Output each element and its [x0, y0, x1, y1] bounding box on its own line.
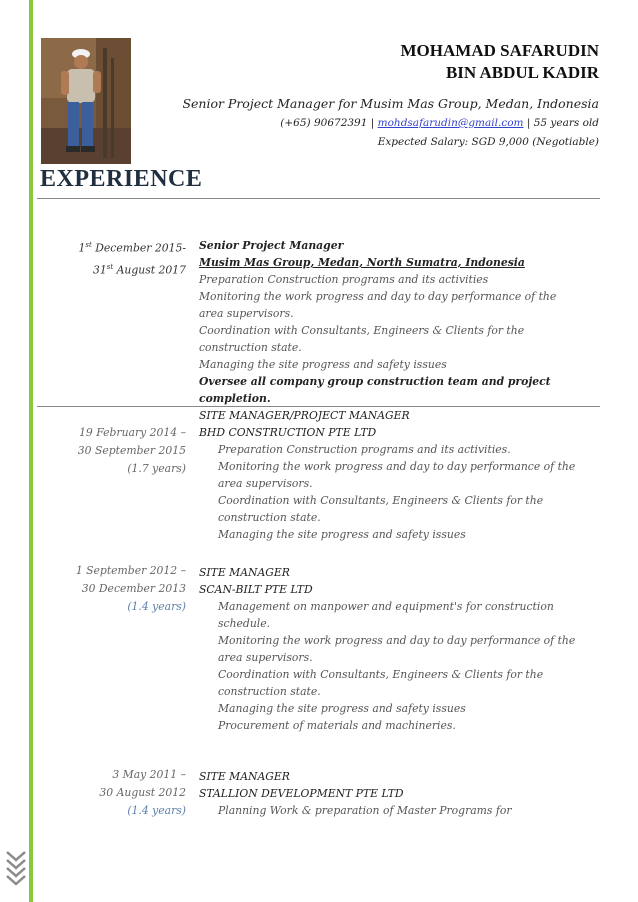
duty-item: Monitoring the work progress and day to day performance of the: [199, 290, 557, 303]
duty-item: construction state.: [218, 511, 321, 524]
age: 55 years old: [533, 117, 599, 129]
duty-item: completion.: [199, 392, 271, 405]
duty-item: Managing the site progress and safety issues: [218, 528, 466, 541]
name-line-2: BIN ABDUL KADIR: [445, 63, 599, 82]
job-duration: (1.7 years): [127, 462, 186, 475]
duty-item: construction state.: [218, 685, 321, 698]
job-details: [199, 407, 575, 543]
date-start: 19 February 2014 –: [79, 426, 186, 439]
separator: |: [370, 117, 375, 129]
chevrons-down-icon: [5, 850, 27, 890]
duty-item: Management on manpower and equipment's for construction: [218, 600, 554, 613]
job-title: SITE MANAGER/PROJECT MANAGER: [199, 409, 410, 422]
candidate-name: [401, 40, 599, 84]
duty-item: Monitoring the work progress and day to day performance of the: [218, 460, 576, 473]
name-line-1: MOHAMAD SAFARUDIN: [400, 41, 599, 60]
job-company: Musim Mas Group, Medan, North Sumatra, Indonesia: [199, 256, 525, 269]
job-dates: [99, 766, 186, 820]
duty-item: Planning Work & preparation of Master Programs for: [218, 804, 512, 817]
duty-item: construction state.: [199, 341, 302, 354]
duty-item: Oversee all company group construction team and project: [199, 375, 551, 388]
job-dates: [79, 236, 186, 279]
contact-line: [280, 117, 599, 129]
profile-photo: [41, 38, 131, 164]
duty-item: Coordination with Consultants, Engineers & Clients for the: [199, 324, 525, 337]
duty-item: area supervisors.: [218, 651, 313, 664]
date-end: 30 December 2013: [81, 582, 186, 595]
job-details: [199, 564, 575, 734]
job-duration: (1.4 years): [127, 600, 186, 613]
job-details: [199, 768, 512, 819]
date-start: 3 May 2011 –: [112, 768, 186, 781]
job-title: SITE MANAGER: [199, 770, 290, 783]
expected-salary: Expected Salary: SGD 9,000 (Negotiable): [377, 136, 599, 148]
email-link[interactable]: mohdsafarudin@gmail.com: [377, 117, 524, 129]
job-company: BHD CONSTRUCTION PTE LTD: [199, 426, 377, 439]
separator: |: [526, 117, 531, 129]
section-divider: [37, 198, 600, 199]
duty-item: area supervisors.: [218, 477, 313, 490]
current-position: Senior Project Manager for Musim Mas Group, Medan, Indonesia: [182, 96, 599, 111]
job-dates: [76, 562, 186, 616]
duty-item: Coordination with Consultants, Engineers & Clients for the: [218, 494, 544, 507]
job-title: SITE MANAGER: [199, 566, 290, 579]
duty-item: Managing the site progress and safety issues: [199, 358, 447, 371]
job-company: SCAN-BILT PTE LTD: [199, 583, 313, 596]
duty-item: schedule.: [218, 617, 271, 630]
duty-item: area supervisors.: [199, 307, 294, 320]
duty-item: Coordination with Consultants, Engineers & Clients for the: [218, 668, 544, 681]
duty-item: Preparation Construction programs and its activities: [199, 273, 489, 286]
date-start: 1st December 2015-: [78, 241, 186, 255]
date-end: 30 September 2015: [77, 444, 186, 457]
date-start: 1 September 2012 –: [75, 564, 186, 577]
phone-number: (+65) 90672391: [280, 117, 368, 129]
section-title-experience: EXPERIENCE: [40, 166, 203, 192]
job-duration: (1.4 years): [127, 804, 186, 817]
duty-item: Procurement of materials and machineries.: [218, 719, 456, 732]
duty-item: Monitoring the work progress and day to day performance of the: [218, 634, 576, 647]
job-dates: [78, 424, 186, 478]
job-company: STALLION DEVELOPMENT PTE LTD: [199, 787, 404, 800]
date-end: 30 August 2012: [99, 786, 186, 799]
job-details: [199, 237, 556, 407]
duty-item: Preparation Construction programs and its activities.: [218, 443, 511, 456]
duty-item: Managing the site progress and safety issues: [218, 702, 466, 715]
left-accent-bar: [29, 0, 33, 902]
job-title: Senior Project Manager: [199, 239, 344, 252]
date-end: 31st August 2017: [93, 262, 186, 277]
